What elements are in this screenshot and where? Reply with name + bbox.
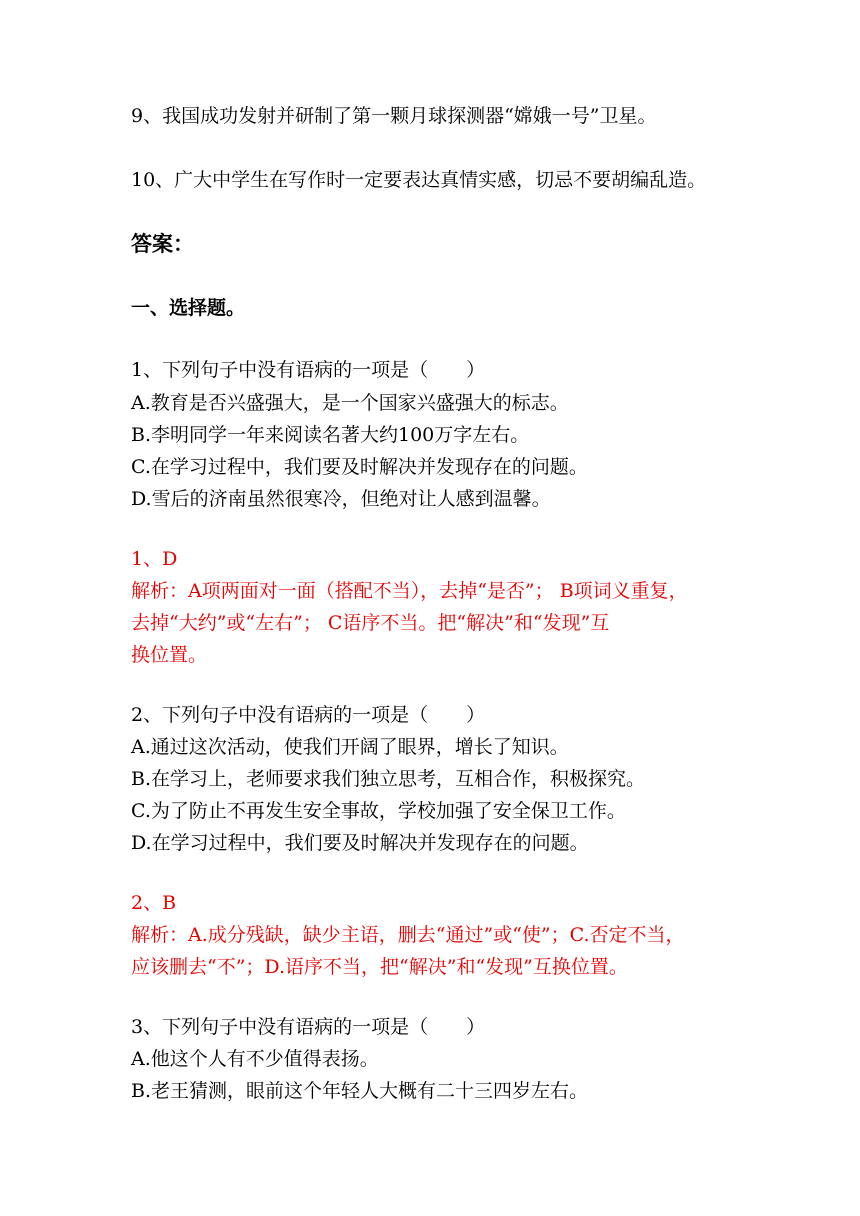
q1-analysis-line-2: 去掉“大约”或“左右”； C语序不当。把“解决”和“发现”互 [131, 612, 610, 634]
q2-analysis-line-2: 应该删去“不”；D.语序不当，把“解决”和“发现”互换位置。 [131, 956, 628, 978]
q1-option-b: B.李明同学一年来阅读名著大约100万字左右。 [131, 424, 530, 446]
item-9: 9、我国成功发射并研制了第一颗月球探测器“嫦娥一号”卫星。 [131, 105, 657, 127]
q2-option-b: B.在学习上，老师要求我们独立思考，互相合作，积极探究。 [131, 768, 646, 790]
q2-option-a: A.通过这次活动，使我们开阔了眼界，增长了知识。 [131, 736, 569, 758]
q1-analysis-line-1: 解析：A项两面对一面（搭配不当），去掉“是否”； B项词义重复， [131, 580, 688, 602]
q1-option-a: A.教育是否兴盛强大，是一个国家兴盛强大的标志。 [131, 392, 569, 414]
q1-option-d: D.雪后的济南虽然很寒冷，但绝对让人感到温馨。 [131, 488, 551, 510]
q2-option-d: D.在学习过程中，我们要及时解决并发现存在的问题。 [131, 832, 589, 854]
q1-stem: 1、下列句子中没有语病的一项是（ ） [131, 359, 486, 381]
q1-analysis-line-3: 换位置。 [131, 644, 208, 666]
q2-answer: 2、B [131, 892, 177, 914]
section-heading: 一、选择题。 [131, 297, 246, 319]
q1-option-c: C.在学习过程中，我们要及时解决并发现存在的问题。 [131, 456, 588, 478]
q2-option-c: C.为了防止不再发生安全事故，学校加强了安全保卫工作。 [131, 800, 626, 822]
q2-analysis-line-1: 解析：A.成分残缺，缺少主语，删去“通过”或“使”；C.否定不当， [131, 924, 685, 946]
answer-heading: 答案： [131, 232, 194, 256]
item-10: 10、广大中学生在写作时一定要表达真情实感，切忌不要胡编乱造。 [131, 169, 707, 191]
q3-option-b: B.老王猜测，眼前这个年轻人大概有二十三四岁左右。 [131, 1080, 589, 1102]
q3-stem: 3、下列句子中没有语病的一项是（ ） [131, 1016, 486, 1038]
q3-option-a: A.他这个人有不少值得表扬。 [131, 1048, 379, 1070]
q1-answer: 1、D [131, 548, 178, 570]
q2-stem: 2、下列句子中没有语病的一项是（ ） [131, 704, 486, 726]
